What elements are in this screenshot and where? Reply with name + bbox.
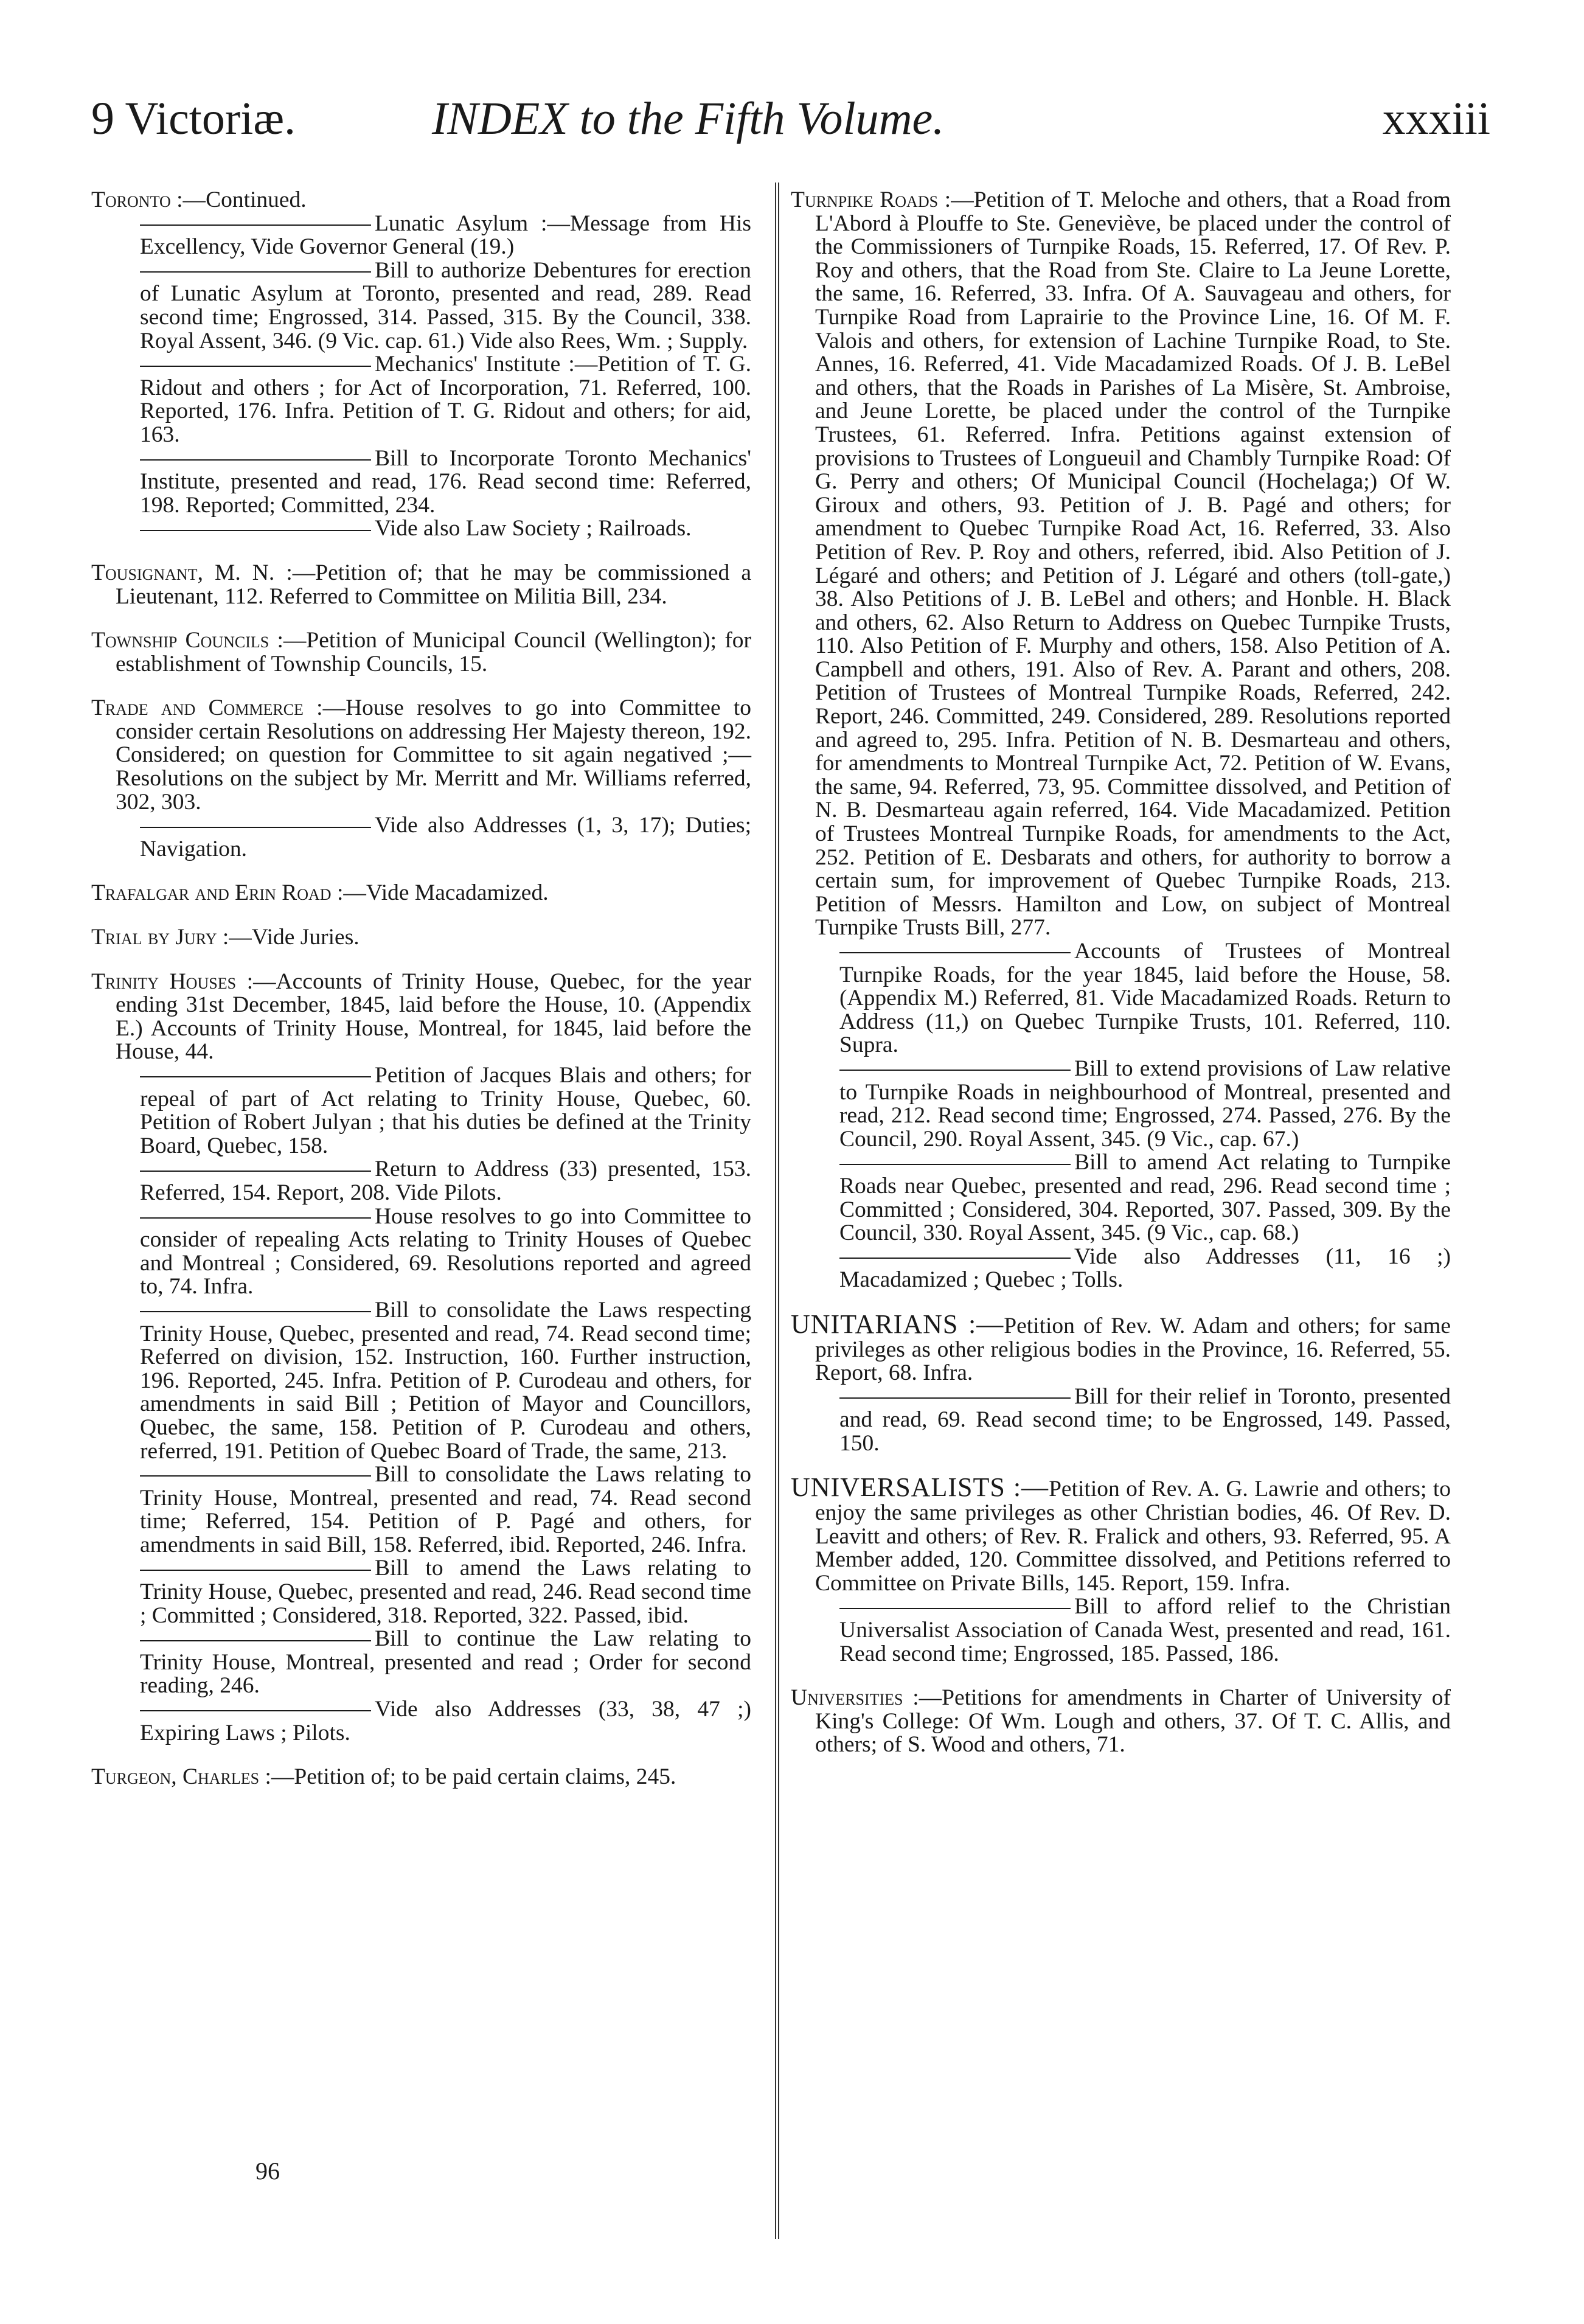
subentry-text: Lunatic Asylum :—Message from His Excellency, Vide Governor General (19.) xyxy=(140,210,751,260)
header-title: INDEX to the Fifth Volume. xyxy=(432,93,945,144)
entry-text: Petition of Municipal Council (Wellington); for establishment of Township Councils, 15. xyxy=(116,628,751,677)
subentry-text: Petition of Jacques Blais and others; for repeal of part of Act relating to Trinity House, Quebec, 60. Petition of Robert Julyan ; that his duties be defined at the Trinity Board, Quebec, 158. xyxy=(140,1063,751,1158)
index-entry xyxy=(791,189,1451,1292)
entry-heading: Trial by Jury :— xyxy=(91,925,252,950)
entry-heading: Trade and Commerce :— xyxy=(91,695,346,721)
subentry-text: Vide also Addresses (1, 3, 17); Duties; Navigation. xyxy=(140,813,751,861)
entry-text: Petition of; that he may be commissioned a Lieutenant, 112. Referred to Committee on Militia Bill, 234. xyxy=(116,560,751,609)
header-page-numeral: xxxiii xyxy=(1382,93,1490,144)
index-entry xyxy=(91,970,751,1745)
dash-rule xyxy=(839,952,1071,953)
dash-rule xyxy=(140,271,371,273)
index-entry xyxy=(91,926,751,950)
index-entry xyxy=(91,189,751,541)
entry-text: Vide Macadamized. xyxy=(366,880,549,906)
subentry-text: House resolves to go into Committee to consider of repealing Acts relating to Trinity Houses of Quebec and Montreal ; Considered, 69. Resolutions reported and agreed to, 74. Infra. xyxy=(140,1203,751,1299)
subentry-text: Bill to amend Act relating to Turnpike Roads near Quebec, presented and read, 296. Read second time ; Committed ; Considered, 304. Reported, 307. Passed, 309. By the Council, 330. Royal Assent, 345. (9 Vic., cap. 68.) xyxy=(839,1150,1451,1246)
subentry-text: Bill to extend provisions of Law relative to Turnpike Roads in neighbourhood of Montreal, presented and read, 212. Read second time; Engrossed, 274. Passed, 276. By the Council, 290. Royal Assent, 345. (9 Vic., cap. 67.) xyxy=(839,1056,1451,1152)
entry-text: Petition of Rev. W. Adam and others; for same privileges as other religious bodies in the Province, 16. Referred, 55. Report, 68. Infra. xyxy=(815,1313,1451,1386)
dash-rule xyxy=(839,1258,1071,1259)
index-column-left xyxy=(91,189,751,1810)
index-entry xyxy=(791,1472,1451,1666)
dash-rule xyxy=(839,1397,1071,1399)
subentry-text: Return to Address (33) presented, 153. Referred, 154. Report, 208. Vide Pilots. xyxy=(140,1157,751,1205)
subentry-text: Accounts of Trustees of Montreal Turnpike Roads, for the year 1845, laid before the House, 58. (Appendix M.) Referred, 81. Vide Macadamized Roads. Return to Address (11,) on Quebec Turnpike Trusts, 101. Referred, 110. Supra. xyxy=(839,939,1451,1058)
dash-rule xyxy=(140,1171,371,1172)
subentry-text: Bill for their relief in Toronto, presented and read, 69. Read second time; to be Engrossed, 149. Passed, 150. xyxy=(839,1383,1451,1456)
subentry-text: Bill to amend the Laws relating to Trinity House, Quebec, presented and read, 246. Read second time ; Committed ; Considered, 318. Reported, 322. Passed, ibid. xyxy=(140,1556,751,1628)
entry-heading: UNIVERSALISTS :— xyxy=(791,1472,1049,1503)
subentry-text: Vide also Addresses (33, 38, 47 ;) Expiring Laws ; Pilots. xyxy=(140,1697,751,1745)
dash-rule xyxy=(140,1710,371,1711)
dash-rule xyxy=(140,1475,371,1477)
running-header xyxy=(91,91,1490,146)
dash-rule xyxy=(140,827,371,828)
dash-rule xyxy=(839,1608,1071,1609)
entry-heading: Trafalgar and Erin Road :— xyxy=(91,880,366,906)
subentry-text: Vide also Law Society ; Railroads. xyxy=(375,516,692,541)
entry-heading: Turnpike Roads :— xyxy=(791,187,974,212)
entry-heading: Universities :— xyxy=(791,1685,942,1711)
subentry-text: Vide also Addresses (11, 16 ;) Macadamized ; Quebec ; Tolls. xyxy=(839,1244,1451,1293)
index-entry xyxy=(791,1686,1451,1757)
subentry-text: Bill to consolidate the Laws relating to Trinity House, Montreal, presented and read, 74. Read second time; Referred, 154. Petition of P. Pagé and others, for amendments in said Bill, 158. Referred, ibid. Reported, 246. Infra. xyxy=(140,1462,751,1557)
subentry-text: Bill to consolidate the Laws respecting Trinity House, Quebec, presented and read, 74. Read second time; Referred on division, 152. Instruction, 160. Further instruction, 196. Reported, 245. Infra. Petition of P. Curodeau and others, for amendments in said Bill ; Petition of Mayor and Councillors, Quebec, the same, 158. Petition of P. Curodeau and others, referred, 191. Petition of Quebec Board of Trade, the same, 213. xyxy=(140,1297,751,1464)
dash-rule xyxy=(140,224,371,226)
subentry-text: Mechanics' Institute :—Petition of T. G. Ridout and others ; for Act of Incorporation, 71. Referred, 100. Reported, 176. Infra. Petition of T. G. Ridout and others; for aid, 163. xyxy=(140,352,751,447)
entry-heading: Turgeon, Charles :— xyxy=(91,1764,294,1790)
dash-rule xyxy=(140,1640,371,1641)
subentry-text: Bill to continue the Law relating to Trinity House, Montreal, presented and read ; Order for second reading, 246. xyxy=(140,1626,751,1699)
entry-heading: Toronto :— xyxy=(91,187,206,212)
dash-rule xyxy=(839,1070,1071,1071)
dash-rule xyxy=(140,1311,371,1312)
entry-text: Petition of T. Meloche and others, that a Road from L'Abord à Plouffe to Ste. Geneviève, be placed under the control of the Commissioners of Turnpike Roads, 15. Referred, 17. Of Rev. P. Roy and others, that the Road from Ste. Claire to La Jeune Lorette, the same, 16. Referred, 33. Infra. Of A. Sauvageau and others, for Turnpike Road from Laprairie to the Province Line, 16. Of M. F. Valois and others, for extension of Lachine Turnpike Road, to Ste. Annes, 16. Referred, 41. Vide Macadamized Roads. Of J. B. LeBel and others, that the Roads in Parishes of La Misère, St. Ambroise, and Jeune Lorette, be placed under the control of the Turnpike Trustees, 61. Referred. Infra. Petitions against extension of provisions to Trustees of Longueuil and Chambly Turnpike Road: Of G. Perry and others; Of Municipal Council (Hochelaga;) Of W. Giroux and others, 93. Petition of J. B. Pagé and others; for amendment to Quebec Turnpike Road Act, 16. Referred, 33. Also Petition of Rev. P. Roy and others, referred, ibid. Also Petition of J. Légaré and others; and Petition of J. Légaré and others (toll-gate,) 38. Also Petitions of J. B. LeBel and others; and Honble. H. Black and others, 62. Also Return to Address on Quebec Turnpike Trusts, 110. Also Petition of F. Murphy and others, 158. Also Petition of A. Campbell and others, 191. Also of Rev. A. Parant and others, 208. Petition of Trustees of Montreal Turnpike Roads, Referred, 242. Report, 246. Committed, 249. Considered, 289. Resolutions reported and agreed to, 295. Infra. Petition of N. B. Desmarteau and others, for amendments to Montreal Turnpike Act, 72. Petition of W. Evans, the same, 94. Referred, 73, 95. Committee dissolved, and Petition of N. B. Desmarteau again referred, 164. Vide Macadamized. Petition of Trustees Montreal Turnpike Roads, for amendments to the Act, 252. Petition of E. Desbarats and others, for authority to borrow a certain sum, for improvement of Quebec Turnpike Roads, 213. Petition of Messrs. Hamilton and Low, on subject of Montreal Turnpike Trusts Bill, 277. xyxy=(815,187,1451,941)
header-regnal-year: 9 Victoriæ. xyxy=(91,93,296,144)
index-entry xyxy=(91,629,751,676)
entry-text: House resolves to go into Committee to consider certain Resolutions on addressing Her Majesty thereon, 192. Considered; on question for Committee to sit again negatived ;—Resolutions on the subject by Mr. Merritt and Mr. Williams referred, 302, 303. xyxy=(116,695,751,815)
column-divider xyxy=(775,183,779,2239)
entry-heading: Tousignant, M. N. :— xyxy=(91,560,316,585)
index-entry xyxy=(91,882,751,905)
index-column-right xyxy=(791,189,1451,1778)
index-entry xyxy=(91,562,751,608)
entry-text: Petition of; to be paid certain claims, 245. xyxy=(294,1764,676,1790)
footer-page-number: 96 xyxy=(255,2157,280,2185)
subentry-text: Bill to afford relief to the Christian Universalist Association of Canada West, presented and read, 161. Read second time; Engrossed, 185. Passed, 186. xyxy=(839,1594,1451,1666)
entry-text: Accounts of Trinity House, Quebec, for the year ending 31st December, 1845, laid before the House, 10. (Appendix E.) Accounts of Trinity House, Montreal, for 1845, laid before the House, 44. xyxy=(116,969,751,1065)
index-entry xyxy=(791,1309,1451,1456)
dash-rule xyxy=(140,1570,371,1571)
entry-heading: UNITARIANS :— xyxy=(791,1309,1004,1339)
entry-heading: Township Councils :— xyxy=(91,628,307,653)
dash-rule xyxy=(140,1217,371,1219)
dash-rule xyxy=(140,1076,371,1077)
index-entry xyxy=(91,1766,751,1789)
entry-text: Vide Juries. xyxy=(251,925,360,950)
entry-text: Continued. xyxy=(206,187,307,212)
entry-text: Petitions for amendments in Charter of University of King's College: Of Wm. Lough and others, 37. Of T. C. Allis, and others; of S. Wood and others, 71. xyxy=(815,1685,1451,1758)
dash-rule xyxy=(839,1164,1071,1165)
subentry-text: Bill to Incorporate Toronto Mechanics' Institute, presented and read, 176. Read second time: Referred, 198. Reported; Committed, 234. xyxy=(140,445,751,518)
entry-text: Petition of Rev. A. G. Lawrie and others; to enjoy the same privileges as other Christian bodies, 46. Of Rev. D. Leavitt and others; of Rev. R. Fralick and others, 93. Referred, 95. A Member added, 120. Committee dissolved, and Petitions referred to Committee on Private Bills, 145. Report, 159. Infra. xyxy=(815,1477,1451,1596)
dash-rule xyxy=(140,366,371,367)
entry-heading: Trinity Houses :— xyxy=(91,969,276,994)
subentry-text: Bill to authorize Debentures for erection of Lunatic Asylum at Toronto, presented and read, 289. Read second time; Engrossed, 314. Passed, 315. By the Council, 338. Royal Assent, 346. (9 Vic. cap. 61.) Vide also Rees, Wm. ; Supply. xyxy=(140,257,751,353)
index-entry xyxy=(91,697,751,861)
dash-rule xyxy=(140,530,371,531)
dash-rule xyxy=(140,459,371,461)
